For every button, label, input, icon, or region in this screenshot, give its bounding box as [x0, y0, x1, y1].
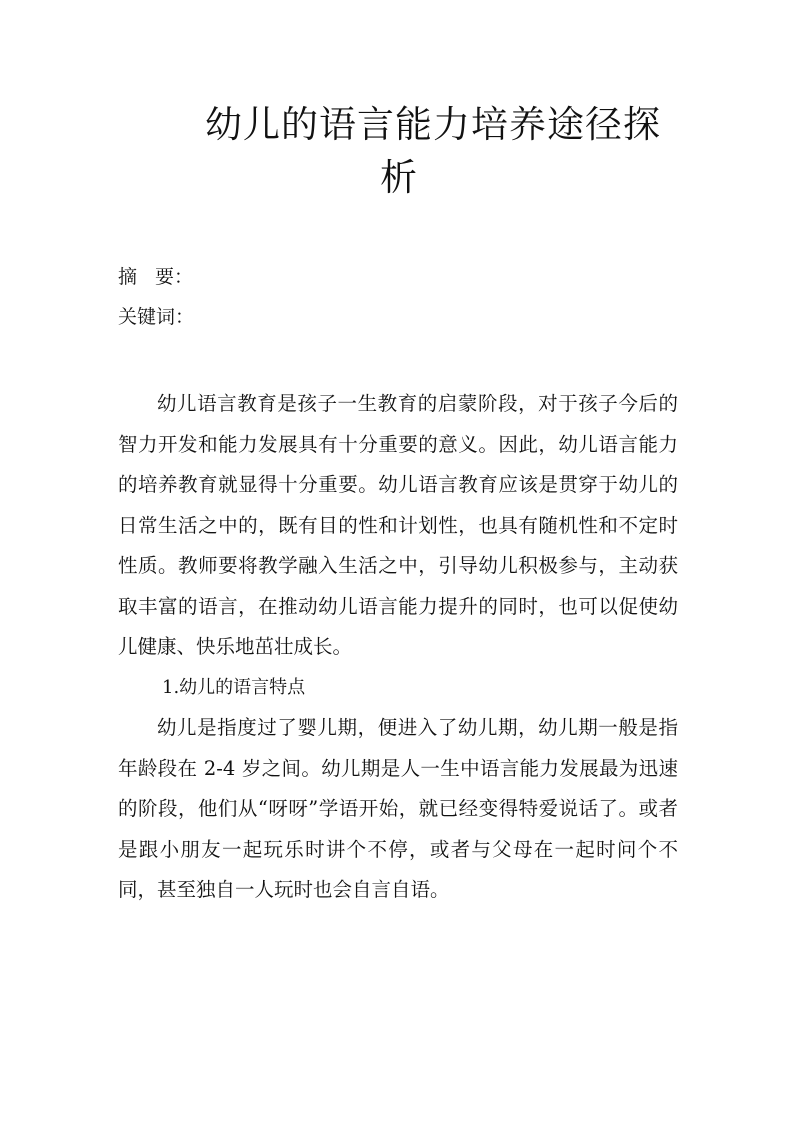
section-paragraph: 幼儿是指度过了婴儿期，便进入了幼儿期，幼儿期一般是指年龄段在 2-4 岁之间。幼儿期是人一生中语言能力发展最为迅速的阶段，他们从“呀呀”学语开始，就已经变得特爱说话了。或者是跟小朋友一起玩乐时讲个不停，或者与父母在一起时问个不同，甚至独自一人玩时也会自言自语。	[118, 716, 678, 901]
title-line-2: 析	[380, 156, 418, 199]
abstract-label	[118, 266, 193, 288]
document-title	[205, 98, 675, 204]
abstract-label-part1: 摘	[118, 266, 138, 288]
section-heading: 1.幼儿的语言特点	[162, 676, 306, 698]
abstract-label-part2: 要：	[155, 266, 194, 288]
keywords-label: 关键词：	[118, 306, 195, 328]
body-text	[118, 384, 678, 911]
title-line-1: 幼儿的语言能力培养途径探	[205, 103, 661, 146]
abstract-line	[118, 263, 193, 291]
intro-paragraph: 幼儿语言教育是孩子一生教育的启蒙阶段，对于孩子今后的智力开发和能力发展具有十分重要的意义。因此，幼儿语言能力的培养教育就显得十分重要。幼儿语言教育应该是贯穿于幼儿的日常生活之中的，既有目的性和计划性，也具有随机性和不定时性质。教师要将教学融入生活之中，引导幼儿积极参与，主动获取丰富的语言，在推动幼儿语言能力提升的同时，也可以促使幼儿健康、快乐地茁壮成长。	[118, 392, 678, 658]
keywords-line	[118, 303, 194, 331]
